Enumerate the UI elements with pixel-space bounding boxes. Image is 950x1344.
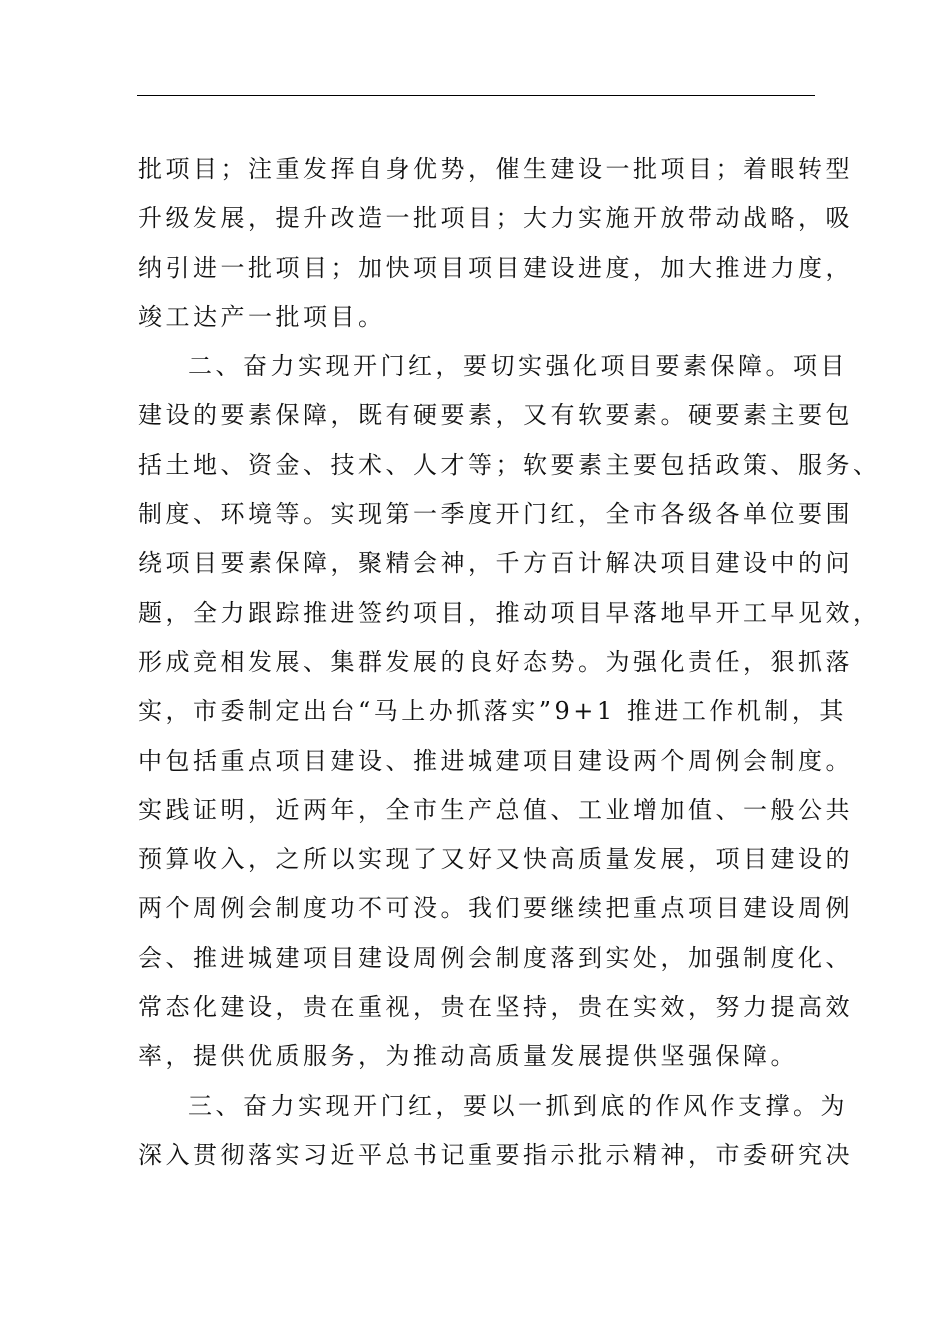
text-line: 题，全力跟踪推进签约项目，推动项目早落地早开工早见效，: [138, 598, 881, 627]
paragraph-start-line: 三、奋力实现开门红，要以一抓到底的作风作支撑。为: [188, 1091, 848, 1120]
text-line: 常态化建设，贵在重视，贵在坚持，贵在实效，努力提高效: [138, 993, 853, 1022]
text-line: 深入贯彻落实习近平总书记重要指示批示精神，市委研究决: [138, 1140, 853, 1169]
text-line: 形成竞相发展、集群发展的良好态势。为强化责任，狠抓落: [138, 647, 853, 676]
paragraph-start-line: 二、奋力实现开门红，要切实强化项目要素保障。项目: [188, 352, 848, 381]
text-line: 批项目；注重发挥自身优势，催生建设一批项目；着眼转型: [138, 155, 853, 183]
text-line: 建设的要素保障，既有硬要素，又有软要素。硬要素主要包: [138, 401, 853, 430]
body-text: [138, 145, 881, 1180]
text-line: 纳引进一批项目；加快项目项目建设进度，加大推进力度，: [138, 253, 853, 282]
header-rule: [137, 95, 815, 96]
text-line: 预算收入，之所以实现了又好又快高质量发展，项目建设的: [138, 845, 853, 874]
text-line: 实践证明，近两年，全市生产总值、工业增加值、一般公共: [138, 795, 853, 824]
text-line: 制度、环境等。实现第一季度开门红，全市各级各单位要围: [138, 500, 853, 529]
text-line: 两个周例会制度功不可没。我们要继续把重点项目建设周例: [138, 894, 853, 923]
text-line: 中包括重点项目建设、推进城建项目建设两个周例会制度。: [138, 746, 853, 775]
text-line: 率，提供优质服务，为推动高质量发展提供坚强保障。: [138, 1042, 798, 1071]
text-line: 绕项目要素保障，聚精会神，千方百计解决项目建设中的问: [138, 549, 853, 578]
text-line: 括土地、资金、技术、人才等；软要素主要包括政策、服务、: [138, 450, 881, 479]
text-line: 会、推进城建项目建设周例会制度落到实处，加强制度化、: [138, 943, 853, 972]
text-line: 升级发展，提升改造一批项目；大力实施开放带动战略，吸: [138, 204, 853, 233]
text-line: 实，市委制定出台“马上办抓落实”9+1 推进工作机制，其: [138, 697, 847, 726]
text-line: 竣工达产一批项目。: [138, 302, 386, 331]
